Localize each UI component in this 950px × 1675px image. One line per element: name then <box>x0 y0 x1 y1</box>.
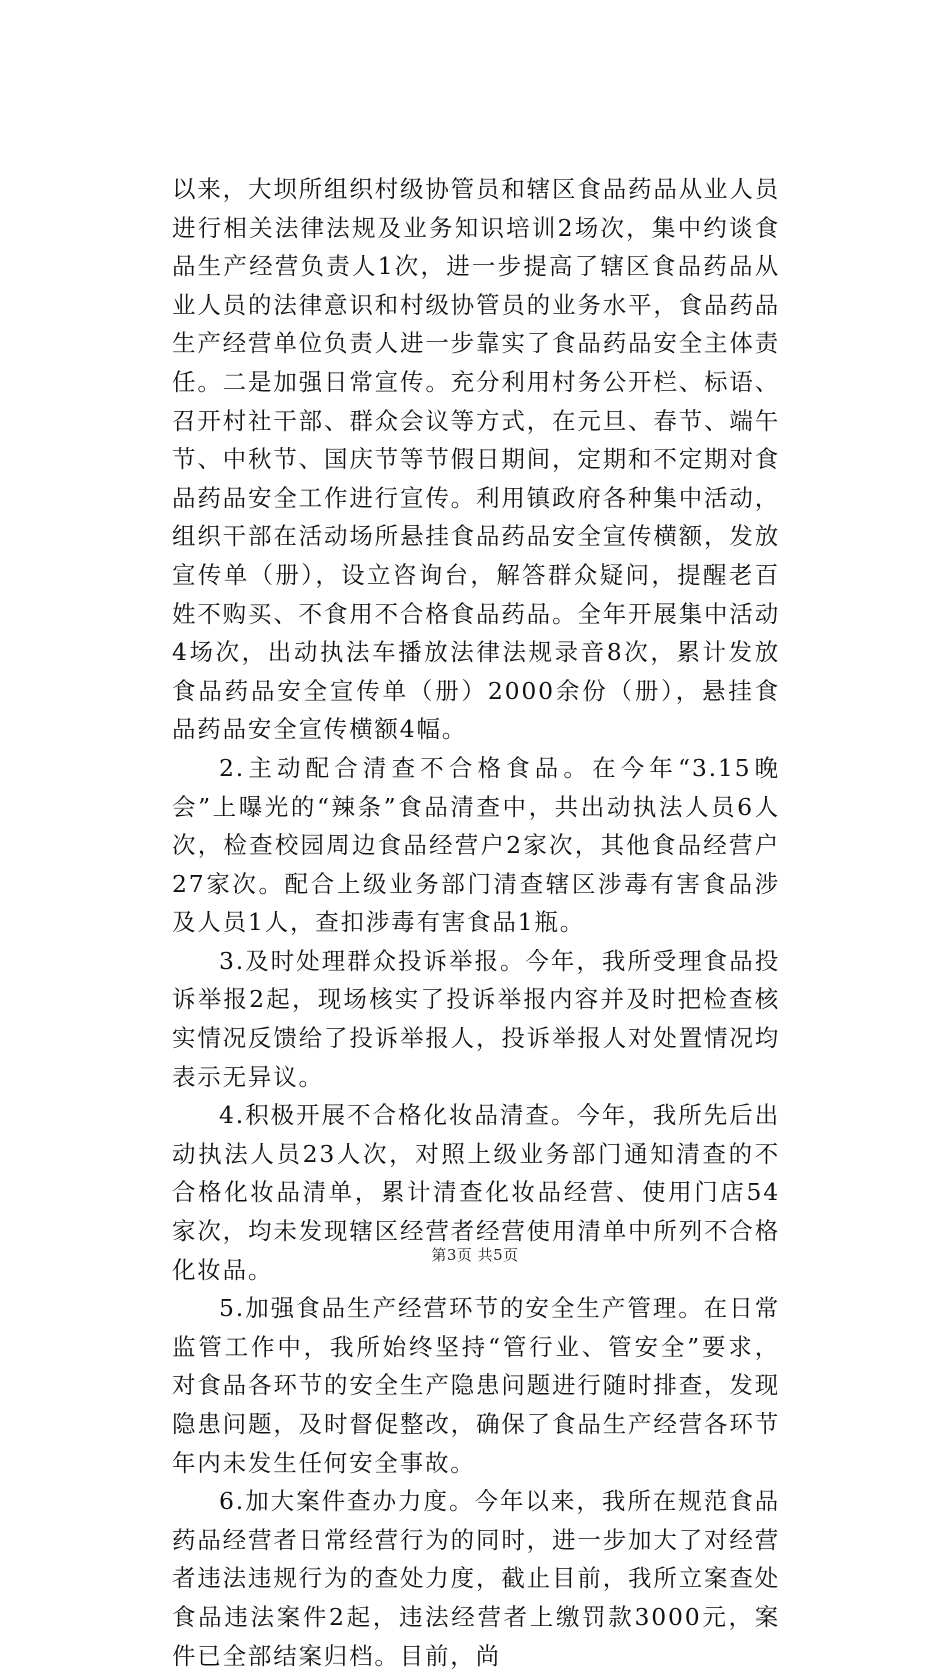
paragraph-item-2: 2.主动配合清查不合格食品。在今年“3.15晚会”上曝光的“辣条”食品清查中，共出动执法人员6人次，检查校园周边食品经营户2家次，其他食品经营户27家次。配合上级业务部门清查辖区涉毒有害食品涉及人员1人，查扣涉毒有害食品1瓶。 <box>172 753 780 937</box>
paragraph-item-6: 6.加大案件查办力度。今年以来，我所在规范食品药品经营者日常经营行为的同时，进一步加大了对经营者违法违规行为的查处力度，截止目前，我所立案查处食品违法案件2起，违法经营者上缴罚款3000元，案件已全部结案归档。目前，尚 <box>172 1487 780 1670</box>
document-body <box>172 170 780 1675</box>
paragraph-continuation: 以来，大坝所组织村级协管员和辖区食品药品从业人员进行相关法律法规及业务知识培训2场次，集中约谈食品生产经营负责人1次，进一步提高了辖区食品药品从业人员的法律意识和村级协管员的业务水平，食品药品生产经营单位负责人进一步靠实了食品药品安全主体责任。二是加强日常宣传。充分利用村务公开栏、标语、召开村社干部、群众会议等方式，在元旦、春节、端午节、中秋节、国庆节等节假日期间，定期和不定期对食品药品安全工作进行宣传。利用镇政府各种集中活动，组织干部在活动场所悬挂食品药品安全宣传横额，发放宣传单（册），设立咨询台，解答群众疑问，提醒老百姓不购买、不食用不合格食品药品。全年开展集中活动4场次，出动执法车播放法律法规录音8次，累计发放食品药品安全宣传单（册）2000余份（册），悬挂食品药品安全宣传横额4幅。 <box>172 175 780 744</box>
paragraph-item-4: 4.积极开展不合格化妆品清查。今年，我所先后出动执法人员23人次，对照上级业务部门通知清查的不合格化妆品清单，累计清查化妆品经营、使用门店54家次，均未发现辖区经营者经营使用清单中所列不合格化妆品。 <box>172 1101 780 1284</box>
paragraph-item-5: 5.加强食品生产经营环节的安全生产管理。在日常监管工作中，我所始终坚持“管行业、管安全”要求，对食品各环节的安全生产隐患问题进行随时排查，发现隐患问题，及时督促整改，确保了食品生产经营各环节年内未发生任何安全事故。 <box>172 1294 780 1477</box>
paragraph-item-3: 3.及时处理群众投诉举报。今年，我所受理食品投诉举报2起，现场核实了投诉举报内容并及时把检查核实情况反馈给了投诉举报人，投诉举报人对处置情况均表示无异议。 <box>172 946 780 1091</box>
page-number-footer: 第3页 共5页 <box>431 1246 519 1264</box>
